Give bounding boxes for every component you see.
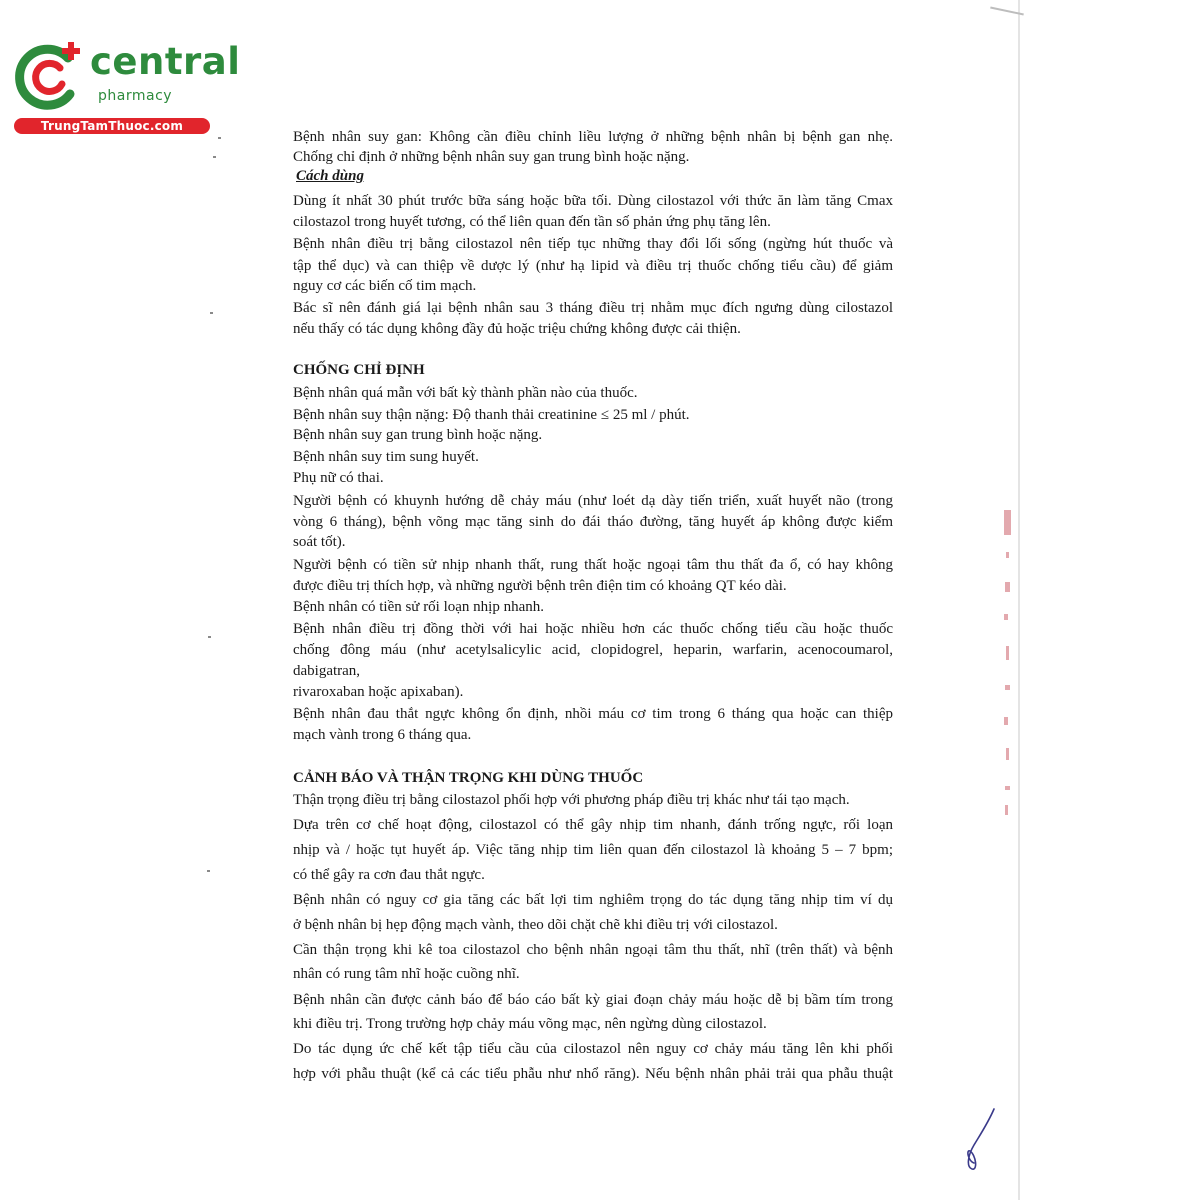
- text-line: Dựa trên cơ chế hoạt động, cilostazol có thể gây nhịp tim nhanh, đánh trống ngực, rối loạn: [293, 817, 893, 833]
- text-line: được điều trị thích hợp, và những người bệnh trên điện tim có khoảng QT kéo dài.: [293, 578, 787, 594]
- signature-icon: [960, 1105, 1000, 1175]
- text-line: hợp với phẫu thuật (kể cả các tiểu phẫu như nhổ răng). Nếu bệnh nhân phải trải qua phẫu thuật: [293, 1066, 893, 1082]
- logo-subtitle: pharmacy: [98, 88, 173, 104]
- logo-c-cross-icon: [10, 36, 90, 116]
- logo-url[interactable]: TrungTamThuoc.com: [14, 118, 210, 134]
- logo-name: central: [90, 40, 241, 83]
- text-line: Bệnh nhân điều trị bằng cilostazol nên tiếp tục những thay đổi lối sống (ngừng hút thuốc và: [293, 236, 893, 252]
- stamp-bleed-icon: [1000, 490, 1022, 820]
- text-line: Phụ nữ có thai.: [293, 470, 384, 486]
- text-line: Thận trọng điều trị bằng cilostazol phối hợp với phương pháp điều trị khác như tái tạo mạch.: [293, 792, 850, 808]
- text-line: cilostazol trong huyết tương, có thể liên quan đến tần số phản ứng phụ tăng lên.: [293, 214, 771, 230]
- text-line: Bác sĩ nên đánh giá lại bệnh nhân sau 3 tháng điều trị nhằm mục đích ngưng dùng cilostazol: [293, 300, 893, 316]
- text-line: khi điều trị. Trong trường hợp chảy máu võng mạc, nên ngừng dùng cilostazol.: [293, 1016, 767, 1032]
- section-heading-warnings: CẢNH BÁO VÀ THẬN TRỌNG KHI DÙNG THUỐC: [293, 770, 644, 786]
- text-line: có thể gây ra cơn đau thắt ngực.: [293, 867, 485, 883]
- text-line: Cần thận trọng khi kê toa cilostazol cho bệnh nhân ngoại tâm thu thất, nhĩ (trên thất) và bệnh: [293, 942, 893, 958]
- section-heading-usage: Cách dùng: [296, 168, 364, 184]
- text-line: Người bệnh có tiền sử nhịp nhanh thất, rung thất hoặc ngoại tâm thu thất đa ổ, có hay không: [293, 557, 893, 573]
- text-line: Bệnh nhân suy tim sung huyết.: [293, 449, 479, 465]
- text-line: Bệnh nhân suy gan: Không cần điều chỉnh liều lượng ở những bệnh nhân bị bệnh gan nhẹ.: [293, 129, 893, 145]
- text-line: Bệnh nhân suy gan trung bình hoặc nặng.: [293, 427, 543, 443]
- text-line: Dùng ít nhất 30 phút trước bữa sáng hoặc bữa tối. Dùng cilostazol với thức ăn làm tăng Cmax: [293, 193, 893, 209]
- text-line: Bệnh nhân có tiền sử rối loạn nhịp nhanh.: [293, 599, 545, 615]
- text-line: Chống chỉ định ở những bệnh nhân suy gan trung bình hoặc nặng.: [293, 149, 690, 165]
- text-line: dabigatran,: [293, 663, 361, 679]
- text-line: rivaroxaban hoặc apixaban).: [293, 684, 464, 700]
- text-line: nhịp và / hoặc tụt huyết áp. Việc tăng nhịp tim liên quan đến cilostazol là khoảng 5 – 7 bpm;: [293, 842, 893, 858]
- text-line: nếu thấy có tác dụng không đầy đủ hoặc triệu chứng không được cải thiện.: [293, 321, 741, 337]
- margin-mark: [210, 312, 213, 314]
- text-line: ở bệnh nhân bị hẹp động mạch vành, theo dõi chặt chẽ khi điều trị với cilostazol.: [293, 917, 778, 933]
- text-line: mạch vành trong 6 tháng qua.: [293, 727, 472, 743]
- text-line: nguy cơ các biến cố tim mạch.: [293, 278, 477, 294]
- text-line: vòng 6 tháng), bệnh võng mạc tăng sinh do đái tháo đường, tăng huyết áp không được kiểm: [293, 514, 893, 530]
- text-line: chống đông máu (như acetylsalicylic acid, clopidogrel, heparin, warfarin, acenocoumarol,: [293, 642, 893, 658]
- margin-mark: [218, 137, 221, 139]
- text-line: Bệnh nhân quá mẫn với bất kỳ thành phần nào của thuốc.: [293, 385, 638, 401]
- text-line: tập thể dục) và can thiệp về dược lý (như hạ lipid và điều trị thuốc chống tiểu cầu) để giảm: [293, 258, 893, 274]
- text-line: Bệnh nhân có nguy cơ gia tăng các bất lợi tim nghiêm trọng do tác dụng tăng nhịp tim ví dụ: [293, 892, 893, 908]
- text-line: Bệnh nhân cần được cảnh báo để báo cáo bất kỳ giai đoạn chảy máu hoặc dễ bị bầm tím trong: [293, 992, 893, 1008]
- pharmacy-logo[interactable]: [10, 36, 241, 136]
- text-line: Do tác dụng ức chế kết tập tiểu cầu của cilostazol nên nguy cơ chảy máu tăng lên khi phối: [293, 1041, 893, 1057]
- text-line: soát tốt).: [293, 534, 346, 550]
- text-line: Người bệnh có khuynh hướng dễ chảy máu (như loét dạ dày tiến triển, xuất huyết não (trong: [293, 493, 893, 509]
- section-heading-contraindications: CHỐNG CHỈ ĐỊNH: [293, 362, 425, 378]
- text-line: nhân có rung tâm nhĩ hoặc cuồng nhĩ.: [293, 966, 520, 982]
- margin-mark: [208, 636, 211, 638]
- text-line: Bệnh nhân suy thận nặng: Độ thanh thải creatinine ≤ 25 ml / phút.: [293, 407, 690, 423]
- text-line: Bệnh nhân đau thắt ngực không ổn định, nhồi máu cơ tim trong 6 tháng qua hoặc can thiệp: [293, 706, 893, 722]
- margin-mark: [213, 156, 216, 158]
- text-line: Bệnh nhân điều trị đồng thời với hai hoặc nhiều hơn các thuốc chống tiểu cầu hoặc thuốc: [293, 621, 893, 637]
- margin-mark: [207, 870, 210, 872]
